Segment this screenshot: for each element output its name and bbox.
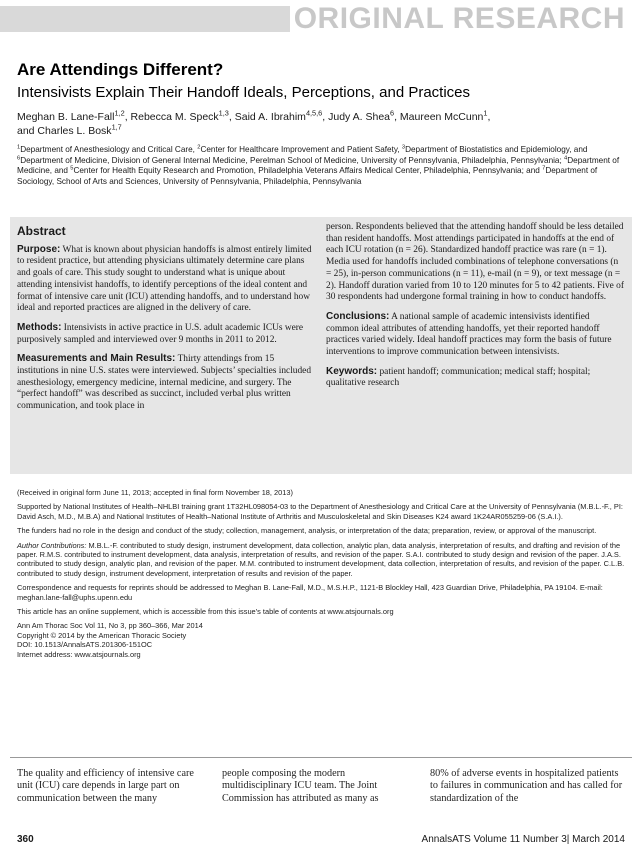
keywords-paragraph: [326, 366, 624, 390]
results-paragraph: [17, 353, 313, 413]
funding-statement: Supported by National Institutes of Health–NHLBI training grant 1T32HL098054-03 to the Department of Anesthesiology and Critical Care at the University of Pennsylvania (M.B.L.-F., PI: David Asch, M.D., M.B.A) and National Institutes of Health–National Institute of Arthritis and Musculoskeletal and Skin Diseases K24 award 1K24AR055259-06 (S.A.I.).: [17, 502, 623, 521]
abstract-right-column: [326, 222, 624, 397]
doi: DOI: 10.1513/AnnalsATS.201306-151OC: [17, 640, 153, 650]
banner-bar: [0, 6, 290, 32]
body-column-2: people composing the modern multidisciplinary ICU team. The Joint Commission has attributed as many as: [222, 768, 379, 804]
journal-footer: AnnalsATS Volume 11 Number 3| March 2014: [421, 834, 625, 845]
supplement-note: This article has an online supplement, which is accessible from this issue’s table of contents at www.atsjournals.org: [17, 607, 394, 617]
section-banner: [0, 0, 639, 40]
author-list: [17, 110, 617, 138]
abstract-heading: Abstract: [17, 224, 66, 238]
purpose-text: What is known about physician handoffs is almost entirely limited to resident practice, but attending physicians ultimately determine care plans and goals of care. This study sought to understand what is unique about attending intensivist handoffs, to identify perceptions of the ideal content and format of intensive care unit (ICU) attending handoffs, and to understand how ideal and reported practices are aligned in the delivery of care.: [17, 244, 312, 314]
contributions-label: Author Contributions:: [17, 540, 87, 550]
authors-line-1: Meghan B. Lane-Fall$^{1,2}$, Rebecca M. Speck$^{1,3}$, Said A. Ibrahim$^{4,5,6}$, Judy A. Shea$^6$, Maureen McCunn$^1$,: [17, 108, 491, 123]
internet-address: Internet address: www.atsjournals.org: [17, 649, 141, 659]
conclusions-text: A national sample of academic intensivists identified common ideal attributes of attending handoffs, yet their reported handoff practices varied widely. Ideal handoff practices may form the basis of future interventions to improve communication between intensivists.: [326, 311, 612, 358]
results-continued: person. Respondents believed that the attending handoff should be less detailed than resident handoffs. Most attendings participated in handoffs at the end of each ICU rotation (n = 26). Standardized handoff practice was rare (n = 1). Media used for handoffs included combinations of telephone conversations (n = 25), in-person communications (n = 11), e-mail (n = 9), or text message (n = 2). Handoff duration varied from 10 to 120 minutes for 5 to 42 patients. Five of 30 respondents had undergone formal training in how to conduct handoffs.: [326, 222, 624, 303]
abstract-left-column: [17, 226, 313, 420]
methods-label: Methods:: [17, 321, 62, 333]
article-subtitle: Intensivists Explain Their Handoff Ideals, Perceptions, and Practices: [17, 84, 471, 101]
purpose-label: Purpose:: [17, 243, 61, 255]
affiliations: $^1$Department of Anesthesiology and Critical Care, $^2$Center for Healthcare Improvement and Patient Safety, $^3$Department of Biostatistics and Epidemiology, and $^6$Department of Medicine, Division of General Internal Medicine, Perelman School of Medicine, University of Pennsylvania, Philadelphia, Pennsylvania; $^4$Department of Medicine, and $^5$Center for Health Equity Research and Promotion, Philadelphia Veterans Affairs Medical Center, Philadelphia, Pennsylvania; and $^7$Department of Sociology, School of Arts and Sciences, University of Pennsylvania, Philadelphia, Pennsylvania: [17, 144, 620, 186]
keywords-label: Keywords:: [326, 365, 378, 377]
section-divider: [10, 757, 632, 758]
contributions-text: M.B.L.-F. contributed to study design, instrument development, data collection, analytic plan, data analysis, interpretation of results, and drafting and revision of the paper. R.M.S. contributed to instrument development, data analysis, interpretation of results, and revision of the paper. S.A.I. contributed to study design and revision of the paper. J.A.S. contributed to study design, analytic plan, and revision of the paper. M.M. contributed to instrument development, data collection, interpretation of results, and revision of the paper. C.L.B. contributed to study design, instrument development, interpretation of results and revision of the paper.: [17, 540, 625, 578]
methods-paragraph: [17, 322, 313, 346]
conclusions-label: Conclusions:: [326, 310, 390, 322]
copyright: Copyright © 2014 by the American Thoracic Society: [17, 630, 187, 640]
citation: Ann Am Thorac Soc Vol 11, No 3, pp 360–366, Mar 2014: [17, 621, 203, 631]
page-number: 360: [17, 834, 34, 845]
purpose-paragraph: [17, 244, 313, 315]
funders-role: The funders had no role in the design and conduct of the study; collection, management, analysis, or interpretation of the data; preparation, review, or approval of the manuscript.: [17, 526, 597, 536]
authors-line-2: and Charles L. Bosk$^{1,7}$: [17, 122, 122, 137]
results-text: Thirty attendings from 15 institutions in nine U.S. states were interviewed. Subjects’ specialties included anesthesiology, emergency medicine, internal medicine, and surgery. The “perfect handoff” was described as succinct, included verbal plus written communication, and took place in: [17, 354, 312, 412]
author-contributions: [17, 541, 625, 579]
keywords-text: patient handoff; communication; medical staff; hospital; qualitative research: [326, 366, 591, 389]
methods-text: Intensivists in active practice in U.S. adult academic ICUs were purposively sampled and interviewed over 9 months in 2011 to 2012.: [17, 322, 304, 345]
conclusions-paragraph: [326, 311, 624, 359]
article-metadata: [17, 488, 625, 659]
banner-label: ORIGINAL RESEARCH: [293, 2, 625, 35]
received-dates: (Received in original form June 11, 2013; accepted in final form November 18, 2013): [17, 488, 293, 497]
correspondence: Correspondence and requests for reprints should be addressed to Meghan B. Lane-Fall, M.D., M.S.H.P., 1121-B Blockley Hall, 423 Guardian Drive, Philadelphia, PA 19104. E-mail: meghan.lane-fall@uphs.upenn.edu: [17, 583, 603, 602]
body-column-1: The quality and efficiency of intensive care unit (ICU) care depends in large part on communication between the many: [17, 768, 194, 804]
article-title: Are Attendings Different?: [17, 60, 224, 79]
results-label: Measurements and Main Results:: [17, 353, 176, 365]
body-column-3: 80% of adverse events in hospitalized patients to failures in communication and has called for standardization of the: [430, 768, 623, 804]
